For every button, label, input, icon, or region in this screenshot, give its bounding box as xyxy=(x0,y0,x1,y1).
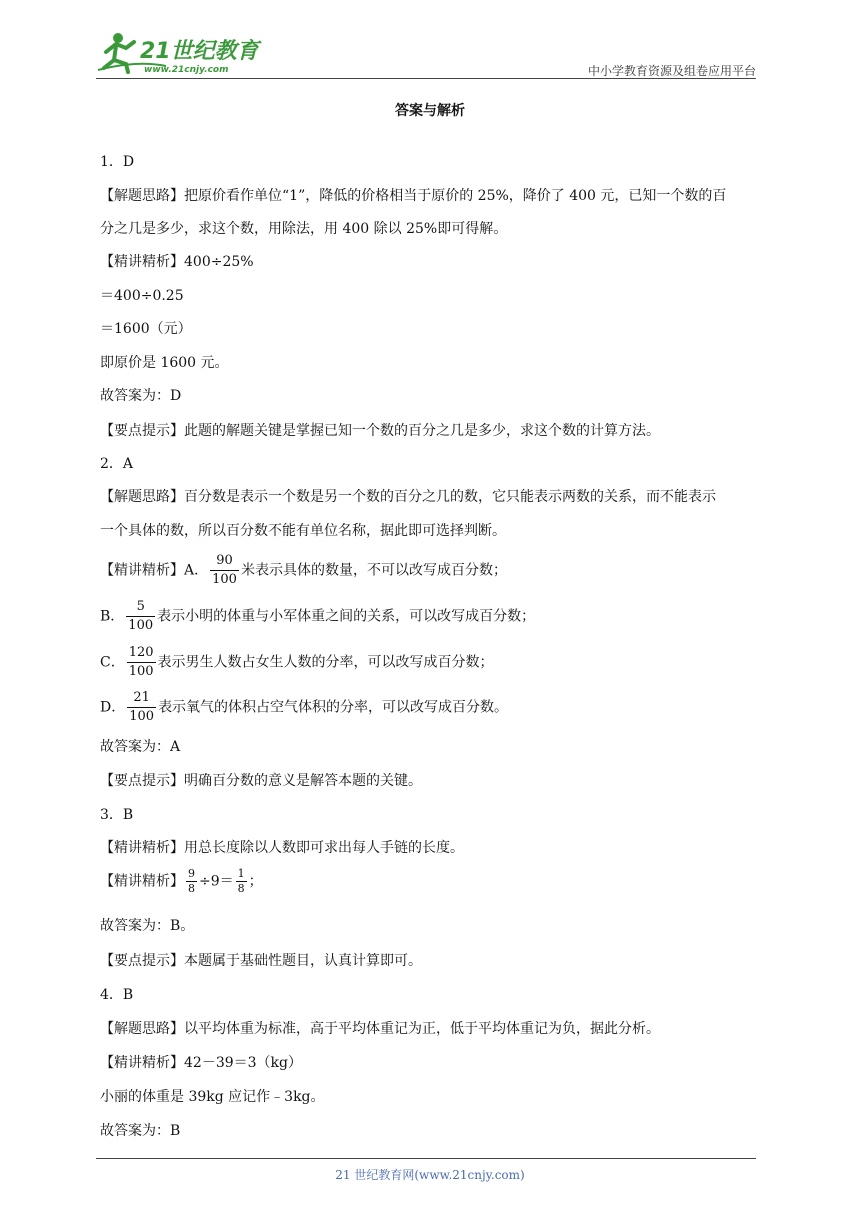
footer-divider xyxy=(96,1158,756,1159)
q2-thinking-cont: 一个具体的数，所以百分数不能有单位名称，据此即可选择判断。 xyxy=(100,523,506,539)
q3-calculation: 【精讲精析】 $\frac{9}{8}$ ÷9＝ $\frac{1}{8}$ ； xyxy=(100,867,263,895)
page-header xyxy=(96,30,756,78)
q4-conclusion: 小丽的体重是 39kg 应记作﹣3kg。 xyxy=(100,1089,325,1105)
page-footer[interactable]: 21 世纪教育网(www.21cnjy.com) xyxy=(335,1168,525,1182)
q4-analysis: 【精讲精析】42－39＝3（kg） xyxy=(100,1055,302,1071)
q1-final-answer: 故答案为：D xyxy=(100,388,182,404)
q2-option-d: D． $\frac{21}{100}$ 表示氧气的体积占空气体积的分率，可以改写成百分数。 xyxy=(100,690,509,724)
platform-name: 中小学教育资源及组卷应用平台 xyxy=(587,64,756,78)
q2-thinking: 【解题思路】百分数是表示一个数是另一个数的百分之几的数，它只能表示两数的关系，而不能表示 xyxy=(100,489,716,505)
fraction: $\frac{21}{100}$ xyxy=(129,690,155,724)
q2-option-c: C． $\frac{120}{100}$ 表示男生人数占女生人数的分率，可以改写成百分数； xyxy=(100,645,494,679)
fraction: $\frac{5}{100}$ xyxy=(128,599,154,633)
svg-text:21世纪教育: 21世纪教育 xyxy=(140,39,259,64)
header-divider xyxy=(96,78,756,79)
q3-tip: 【要点提示】本题属于基础性题目，认真计算即可。 xyxy=(100,953,422,969)
fraction: $\frac{1}{8}$ xyxy=(237,867,245,895)
q1-thinking: 【解题思路】把原价看作单位“1”，降低的价格相当于原价的 25%，降价了 400 元，已知一个数的百 xyxy=(100,188,727,204)
q1-analysis: 【精讲精析】400÷25% xyxy=(100,254,254,270)
q3-final-answer: 故答案为：B。 xyxy=(100,918,195,934)
q1-step-1: ＝400÷0.25 xyxy=(100,288,184,304)
q4-thinking: 【解题思路】以平均体重为标准，高于平均体重记为正，低于平均体重记为负，据此分析。 xyxy=(100,1021,660,1037)
q2-option-b: B． $\frac{5}{100}$ 表示小明的体重与小军体重之间的关系，可以改写成百分数； xyxy=(100,599,536,633)
site-logo[interactable] xyxy=(96,30,266,76)
q3-answer: 3．B xyxy=(100,807,134,823)
q4-answer: 4．B xyxy=(100,987,134,1003)
q2-option-a: 【精讲精析】A． $\frac{90}{100}$ 米表示具体的数量，不可以改写成百分数； xyxy=(100,553,507,587)
svg-text:www.21cnjy.com: www.21cnjy.com xyxy=(144,65,229,75)
q2-answer: 2．A xyxy=(100,456,134,472)
q1-tip: 【要点提示】此题的解题关键是掌握已知一个数的百分之几是多少，求这个数的计算方法。 xyxy=(100,423,660,439)
q2-tip: 【要点提示】明确百分数的意义是解答本题的关键。 xyxy=(100,773,422,789)
q1-answer: 1．D xyxy=(100,154,135,170)
fraction: $\frac{120}{100}$ xyxy=(128,645,154,679)
q4-final-answer: 故答案为：B xyxy=(100,1123,181,1139)
q1-conclusion: 即原价是 1600 元。 xyxy=(100,355,229,371)
fraction: $\frac{90}{100}$ xyxy=(212,553,237,587)
q1-thinking-cont: 分之几是多少，求这个数，用除法，用 400 除以 25%即可得解。 xyxy=(100,221,508,237)
q2-final-answer: 故答案为：A xyxy=(100,739,181,755)
runner-logo-icon xyxy=(96,30,266,76)
q3-analysis: 【精讲精析】用总长度除以人数即可求出每人手链的长度。 xyxy=(100,840,464,856)
page-title: 答案与解析 xyxy=(395,103,465,119)
fraction: $\frac{9}{8}$ xyxy=(188,867,195,895)
q1-step-2: ＝1600（元） xyxy=(100,321,192,337)
